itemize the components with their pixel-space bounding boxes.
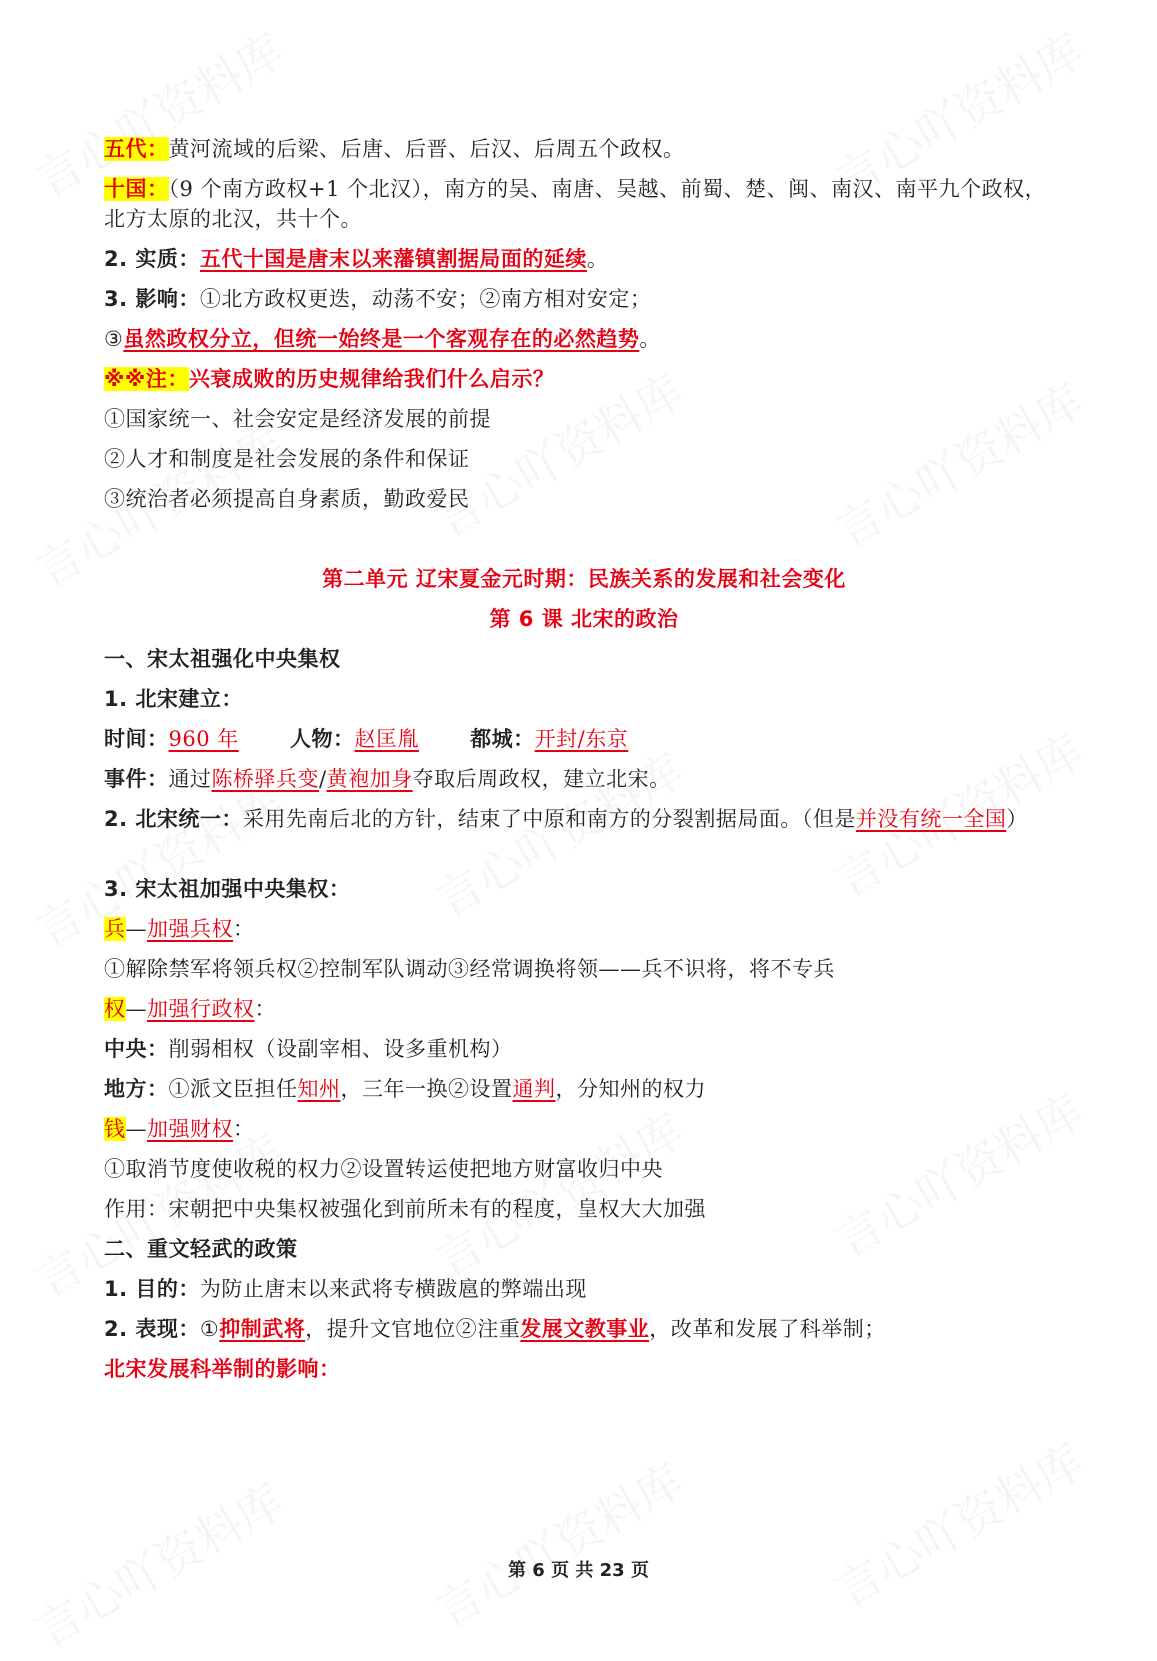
person-label: 人物： xyxy=(289,727,355,751)
unify-text: 采用先南后北的方针，结束了中原和南方的分裂割据局面。（但是 xyxy=(242,807,856,831)
difang-post: ，分知州的权力 xyxy=(555,1077,706,1101)
bing-text: 加强兵权 xyxy=(147,917,233,941)
part2-heading: 二、重文轻武的政策 xyxy=(104,1237,298,1261)
event-b: 黄袍加身 xyxy=(326,767,413,791)
difang-line xyxy=(104,1074,706,1104)
quan-line xyxy=(104,994,276,1024)
quan-char: 权 xyxy=(104,997,126,1021)
zhongyang-text: 削弱相权（设副宰相、设多重机构） xyxy=(168,1037,513,1061)
bing-detail: ①解除禁军将领兵权②控制军队调动③经常调换将领——兵不识将，将不专兵 xyxy=(104,957,835,981)
page-footer xyxy=(0,1556,1157,1582)
impact-text: ①北方政权更迭，动荡不安；②南方相对安定； xyxy=(199,287,652,311)
lesson-item: ②人才和制度是社会发展的条件和保证 xyxy=(104,447,470,471)
lesson-title: 第 6 课 北宋的政治 xyxy=(489,607,679,631)
shiguo-text: （9 个南方政权+1 个北汉），南方的吴、南唐、吴越、前蜀、楚、闽、南汉、南平九个政权，北方太原的北汉，共十个。 xyxy=(104,177,1047,231)
wudai-label: 五代： xyxy=(104,137,169,161)
show-red1: 抑制武将 xyxy=(219,1317,306,1341)
qian-char: 钱 xyxy=(104,1117,126,1141)
event-pre: 通过 xyxy=(168,767,212,791)
difang-pre: ①派文臣担任 xyxy=(168,1077,298,1101)
keju-heading: 北宋发展科举制的影响： xyxy=(104,1357,341,1381)
unit-title: 第二单元 辽宋夏金元时期：民族关系的发展和社会变化 xyxy=(322,567,846,591)
difang-label: 地方： xyxy=(104,1077,169,1101)
capital-value: 开封/东京 xyxy=(534,727,629,751)
effect-line: 作用：宋朝把中央集权被强化到前所未有的程度，皇权大大加强 xyxy=(104,1197,706,1221)
impact-line xyxy=(104,284,651,314)
watermark xyxy=(822,1075,1094,1270)
impact-label: 3. 影响： xyxy=(104,287,200,311)
impact3-prefix: ③ xyxy=(104,327,124,351)
qian-detail: ①取消节度使收税的权力②设置转运使把地方财富收归中央 xyxy=(104,1157,663,1181)
show-post: ，改革和发展了科举制； xyxy=(649,1317,886,1341)
shiguo-line xyxy=(104,174,1064,234)
shiguo-label: 十国： xyxy=(104,177,169,201)
event-sep: / xyxy=(319,767,327,791)
wudai-line xyxy=(104,134,685,164)
event-post: 夺取后周政权，建立北宋。 xyxy=(412,767,671,791)
watermark xyxy=(422,1445,694,1640)
show-pre: ① xyxy=(199,1317,220,1341)
purpose-line xyxy=(104,1274,587,1304)
note-line xyxy=(104,364,554,394)
note-text: 兴衰成败的历史规律给我们什么启示？ xyxy=(188,367,555,391)
difang-red2: 通判 xyxy=(512,1077,556,1101)
dash: — xyxy=(125,1117,147,1141)
qian-line xyxy=(104,1114,255,1144)
colon: ： xyxy=(233,1117,255,1141)
impact3-line xyxy=(104,324,661,354)
unify-end: ） xyxy=(1006,807,1028,831)
watermark xyxy=(422,1095,694,1290)
show-line xyxy=(104,1314,886,1344)
wudai-text: 黄河流域的后梁、后唐、后晋、后汉、后周五个政权。 xyxy=(168,137,685,161)
unify-label: 2. 北宋统一： xyxy=(104,807,243,831)
bing-char: 兵 xyxy=(104,917,126,941)
unify-line xyxy=(104,804,1064,834)
footer-post: 页 xyxy=(624,1560,649,1581)
central-label: 3. 宋太祖加强中央集权： xyxy=(104,877,351,901)
page-number: 6 xyxy=(532,1560,545,1581)
footer-pre: 第 xyxy=(508,1560,533,1581)
show-red2: 发展文教事业 xyxy=(520,1317,650,1341)
qian-text: 加强财权 xyxy=(147,1117,233,1141)
difang-red1: 知州 xyxy=(297,1077,341,1101)
show-label: 2. 表现： xyxy=(104,1317,200,1341)
purpose-text: 为防止唐末以来武将专横跋扈的弊端出现 xyxy=(199,1277,587,1301)
colon: ： xyxy=(254,997,276,1021)
lesson-item: ③统治者必须提高自身素质，勤政爱民 xyxy=(104,487,470,511)
essence-end: 。 xyxy=(586,247,609,271)
purpose-label: 1. 目的： xyxy=(104,1277,200,1301)
founding-label: 1. 北宋建立： xyxy=(104,687,243,711)
event-line xyxy=(104,764,671,794)
impact3-text: 虽然政权分立，但统一始终是一个客观存在的必然趋势 xyxy=(123,327,640,351)
capital-label: 都城： xyxy=(470,727,535,751)
quan-text: 加强行政权 xyxy=(147,997,255,1021)
unify-red: 并没有统一全国 xyxy=(855,807,1007,831)
zhongyang-line xyxy=(104,1034,513,1064)
page-total: 23 xyxy=(599,1560,625,1581)
person-value: 赵匡胤 xyxy=(354,727,419,751)
essence-text: 五代十国是唐末以来藩镇割据局面的延续 xyxy=(199,247,587,271)
note-label: ※※注： xyxy=(104,367,189,391)
time-label: 时间： xyxy=(104,727,169,751)
part1-heading: 一、宋太祖强化中央集权 xyxy=(104,647,341,671)
time-value: 960 年 xyxy=(168,727,239,751)
footer-mid: 页 共 xyxy=(544,1560,600,1581)
bing-line xyxy=(104,914,255,944)
dash: — xyxy=(125,997,147,1021)
event-a: 陈桥驿兵变 xyxy=(211,767,319,791)
dash: — xyxy=(125,917,147,941)
essence-line xyxy=(104,244,608,274)
colon: ： xyxy=(233,917,255,941)
essence-label: 2. 实质： xyxy=(104,247,200,271)
event-label: 事件： xyxy=(104,767,169,791)
watermark xyxy=(822,1425,1094,1620)
show-mid: ，提升文官地位②注重 xyxy=(305,1317,521,1341)
founding-facts xyxy=(104,724,628,754)
lesson-item: ①国家统一、社会安定是经济发展的前提 xyxy=(104,407,491,431)
watermark xyxy=(822,365,1094,560)
zhongyang-label: 中央： xyxy=(104,1037,169,1061)
difang-mid: ，三年一换②设置 xyxy=(340,1077,513,1101)
impact3-end: 。 xyxy=(639,327,661,351)
